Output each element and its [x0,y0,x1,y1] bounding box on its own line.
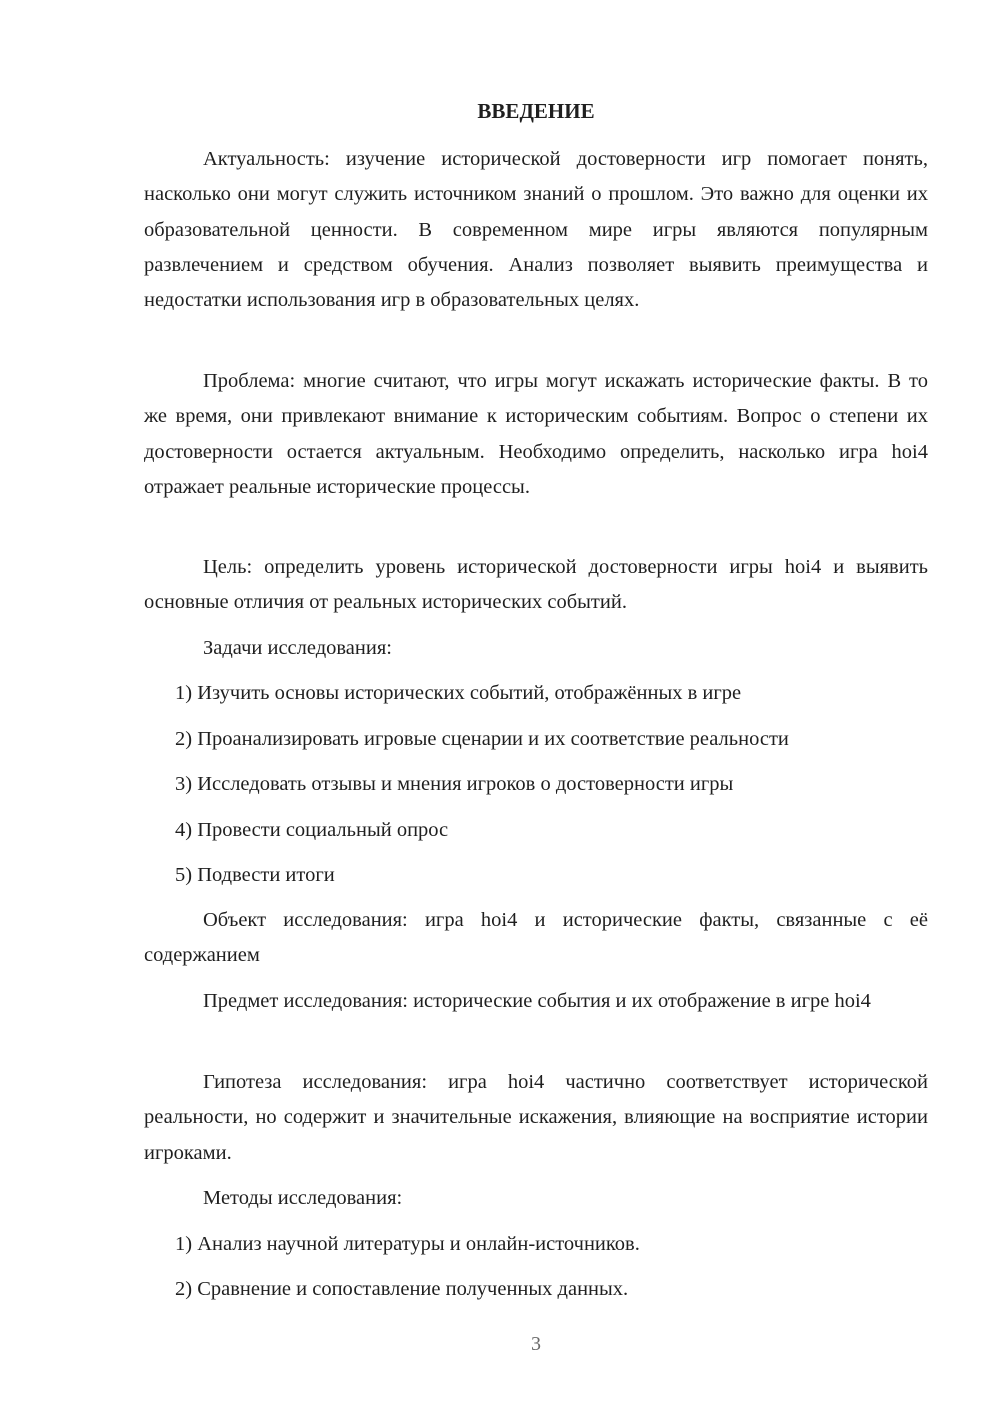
tasks-heading: Задачи исследования: [203,637,392,659]
problem-paragraph: Проблема: многие считают, что игры могут искажать исторические факты. В то же время, они привлекают внимание к историческим событиям. Вопрос о степени их достоверности остается актуальным. Необходимо определить, насколько игра hoi4 отражает реальные исторические процессы. [144,370,928,498]
page-number: 3 [531,1333,541,1355]
task-item: 4) Провести социальный опрос [175,819,449,841]
method-item: 2) Сравнение и сопоставление полученных данных. [175,1278,629,1300]
task-item: 5) Подвести итоги [175,864,335,886]
goal-paragraph: Цель: определить уровень исторической достоверности игры hoi4 и выявить основные отличия от реальных исторических событий. [144,556,928,614]
page-title: ВВЕДЕНИЕ [477,99,595,123]
hypothesis-paragraph: Гипотеза исследования: игра hoi4 частично соответствует исторической реальности, но содержит и значительные искажения, влияющие на восприятие истории игроками. [144,1071,928,1164]
task-item: 1) Изучить основы исторических событий, отображённых в игре [175,682,742,704]
method-item: 1) Анализ научной литературы и онлайн-источников. [175,1233,640,1255]
subject-paragraph: Предмет исследования: исторические события и их отображение в игре hoi4 [203,990,871,1012]
task-item: 2) Проанализировать игровые сценарии и их соответствие реальности [175,728,789,750]
methods-heading: Методы исследования: [203,1187,403,1209]
relevance-paragraph: Актуальность: изучение исторической достоверности игр помогает понять, насколько они могут служить источником знаний о прошлом. Это важно для оценки их образовательной ценности. В современном мире игры являются популярным развлечением и средством обучения. Анализ позволяет выявить преимущества и недостатки использования игр в образовательных целях. [144,148,928,312]
task-item: 3) Исследовать отзывы и мнения игроков о достоверности игры [175,773,734,795]
object-paragraph: Объект исследования: игра hoi4 и исторические факты, связанные с её содержанием [144,909,928,967]
